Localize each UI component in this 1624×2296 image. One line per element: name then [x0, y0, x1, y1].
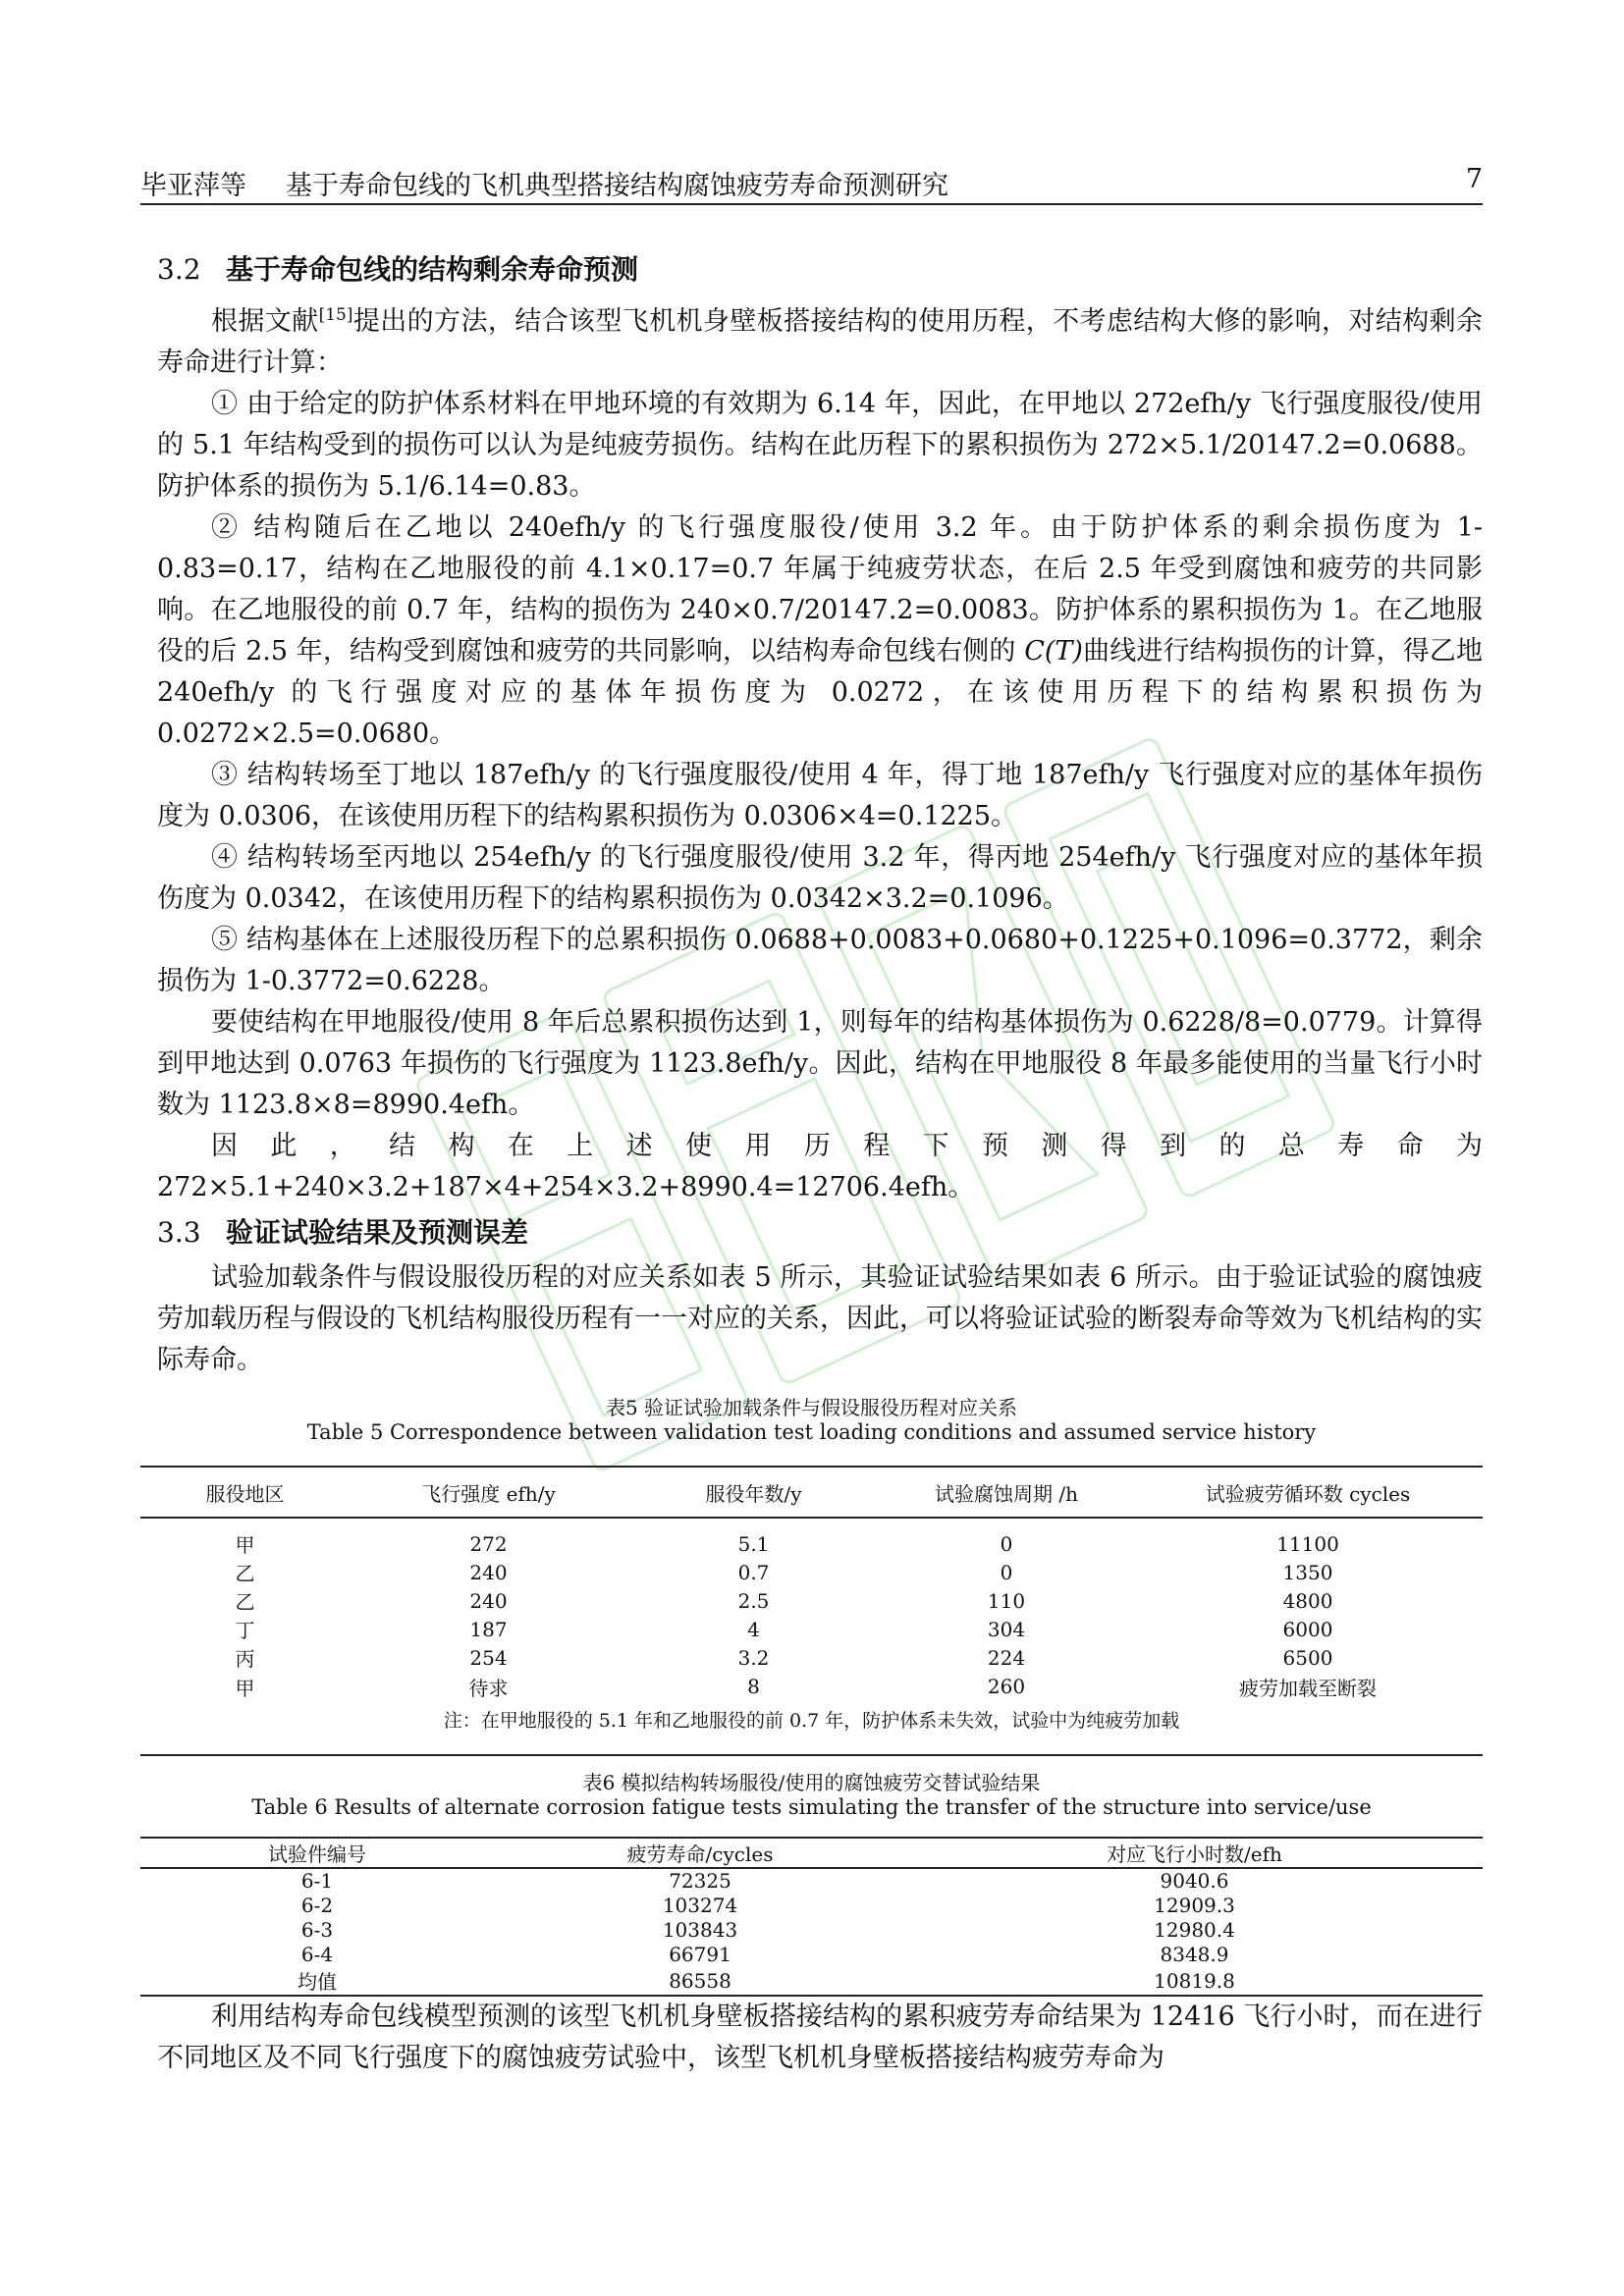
- table-cell: 6000: [1282, 1617, 1333, 1641]
- paragraph-damage-rate: 要使结构在甲地服役/使用 8 年后总累积损伤达到 1，则每年的结构基体损伤为 0.6228/8=0.0779。计算得到甲地达到 0.0763 年损伤的飞行强度为 1123.8efh/y。因此，结构在甲地服役 8 年最多能使用的当量飞行小时数为 1123.8×8=8990.4efh。: [157, 1007, 1483, 1120]
- table-cell: 260: [987, 1675, 1026, 1698]
- closing-block: [157, 1997, 1483, 2079]
- table-cell: 丙: [235, 1647, 255, 1671]
- paragraph-total-life: 因此，结构在上述使用历程下预测得到的总寿命为 272×5.1+240×3.2+187×4+254×3.2+8990.4=12706.4efh。: [157, 1131, 1483, 1202]
- header-authors: 毕亚萍等: [140, 171, 246, 201]
- table-cell: 240: [469, 1588, 508, 1613]
- table5-header-cell: 飞行强度 efh/y: [421, 1481, 556, 1506]
- paragraph-validation: 试验加载条件与假设服役历程的对应关系如表 5 所示，其验证试验结果如表 6 所示。由于验证试验的腐蚀疲劳加载历程与假设的飞机结构服役历程有一一对应的关系，因此，可以将验证试验的断裂寿命等效为飞机结构的实际寿命。: [157, 1262, 1483, 1375]
- table6-caption-en: Table 6 Results of alternate corrosion fatigue tests simulating the transfer of the structure into service/use: [251, 1795, 1372, 1819]
- table-cell: 甲: [235, 1533, 255, 1557]
- table-cell: 12909.3: [1154, 1893, 1235, 1917]
- table-cell: 8: [747, 1675, 760, 1698]
- table5: [140, 1466, 1483, 1701]
- table6-header-row: [140, 1838, 1483, 1868]
- paragraph-item-2: ② 结构随后在乙地以 240efh/y 的飞行强度服役/使用 3.2 年。由于防护体系的剩余损伤度为 1-0.83=0.17，结构在乙地服役的前 4.1×0.17=0.7 年属于纯疲劳状态，在后 2.5 年受到腐蚀和疲劳的共同影响。在乙地服役的前 0.7 年，结构的损伤为 240×0.7/20147.2=0.0083。防护体系的累积损伤为 1。在乙地服役的后 2.5 年，结构受到腐蚀和疲劳的共同影响，以结构寿命包线右侧的 C(T)曲线进行结构损伤的计算，得乙地 240efh/y 的飞行强度对应的基体年损伤度为 0.0272，在该使用历程下的结构累积损伤为 0.0272×2.5=0.0680。: [157, 512, 1484, 749]
- section-title: 基于寿命包线的结构剩余寿命预测: [226, 253, 639, 286]
- paragraph-item-1: ① 由于给定的防护体系材料在甲地环境的有效期为 6.14 年，因此，在甲地以 272efh/y 飞行强度服役/使用的 5.1 年结构受到的损伤可以认为是纯疲劳损伤。结构在此历程下的累积损伤为 272×5.1/20147.2=0.0688。防护体系的损伤为 5.1/6.14=0.83。: [157, 389, 1483, 502]
- table-row: [140, 1966, 1483, 1996]
- table5-caption: [140, 1392, 1483, 1444]
- table-cell: 224: [987, 1645, 1026, 1670]
- table-cell: 187: [469, 1617, 508, 1641]
- table-cell: 8348.9: [1160, 1942, 1229, 1966]
- table6-header-cell: 对应飞行小时数/efh: [1107, 1842, 1282, 1866]
- table-cell: 0.7: [737, 1560, 770, 1584]
- table-row: [140, 1868, 1483, 1893]
- table-cell: 1350: [1282, 1560, 1333, 1584]
- table-row: [140, 1917, 1483, 1942]
- ct-symbol: C(T): [1024, 636, 1083, 667]
- table5-caption-cn: 表5 验证试验加载条件与假设服役历程对应关系: [605, 1396, 1018, 1419]
- table-cell: 6-4: [300, 1942, 334, 1966]
- table-row: [140, 1586, 1483, 1615]
- table-cell: 6-2: [300, 1893, 334, 1917]
- table5-header-cell: 试验腐蚀周期 /h: [935, 1481, 1078, 1506]
- table5-note: 注：在甲地服役的 5.1 年和乙地服役的前 0.7 年，防护体系未失效，试验中为纯疲劳加载: [443, 1710, 1180, 1732]
- section-title: 验证试验结果及预测误差: [226, 1216, 529, 1249]
- table-cell: 110: [987, 1588, 1026, 1613]
- table6-header-cell: 疲劳寿命/cycles: [626, 1842, 774, 1866]
- table-cell: 2.5: [737, 1588, 770, 1613]
- table6-caption-cn: 表6 模拟结构转场服役/使用的腐蚀疲劳交替试验结果: [582, 1771, 1041, 1794]
- table-row: [140, 1672, 1483, 1701]
- table-divider: [140, 1754, 1483, 1756]
- table5-header-cell: 服役年数/y: [705, 1481, 802, 1506]
- header-title: 基于寿命包线的飞机典型搭接结构腐蚀疲劳寿命预测研究: [286, 171, 948, 201]
- table-cell: 254: [469, 1645, 508, 1670]
- table-cell: 均值: [298, 1970, 337, 1994]
- table-cell: 疲劳加载至断裂: [1239, 1676, 1377, 1700]
- table-row: [140, 1942, 1483, 1966]
- table-cell: 9040.6: [1160, 1869, 1229, 1893]
- table-cell: 乙: [235, 1562, 255, 1585]
- table-cell: 3.2: [737, 1645, 770, 1670]
- table-row: [140, 1558, 1483, 1586]
- table6-caption: [140, 1767, 1483, 1819]
- table-row: [140, 1893, 1483, 1917]
- table-cell: 272: [469, 1531, 508, 1556]
- section-3-2-heading: [157, 249, 1483, 291]
- table-cell: 11100: [1276, 1531, 1339, 1556]
- table-cell: 丁: [235, 1619, 255, 1642]
- table-cell: 5.1: [737, 1531, 770, 1556]
- body-text: [157, 245, 1483, 1381]
- running-header: [140, 160, 1483, 205]
- table-cell: 12980.4: [1154, 1917, 1235, 1942]
- table-row: [140, 1615, 1483, 1643]
- page-number: 7: [1465, 164, 1483, 194]
- table-cell: 4800: [1282, 1588, 1333, 1613]
- table-cell: 6-1: [300, 1869, 334, 1893]
- table-cell: 10819.8: [1154, 1968, 1235, 1993]
- section-number: 3.2: [157, 253, 201, 286]
- table5-header-row: [140, 1467, 1483, 1518]
- table-cell: 6-3: [300, 1917, 334, 1942]
- table-cell: 103843: [662, 1917, 738, 1942]
- paragraph-intro: 根据文献[15]提出的方法，结合该型飞机机身壁板搭接结构的使用历程，不考虑结构大修的影响，对结构剩余寿命进行计算：: [157, 305, 1484, 378]
- table-cell: 240: [469, 1560, 508, 1584]
- table-cell: 0: [1000, 1560, 1013, 1584]
- table-cell: 66791: [669, 1942, 731, 1966]
- table-cell: 乙: [235, 1590, 255, 1614]
- section-number: 3.3: [157, 1216, 201, 1249]
- citation-ref[interactable]: [15]: [318, 305, 353, 325]
- table-cell: 6500: [1282, 1645, 1333, 1670]
- paragraph-item-4: ④ 结构转场至丙地以 254efh/y 的飞行强度服役/使用 3.2 年，得丙地 254efh/y 飞行强度对应的基体年损伤度为 0.0342，在该使用历程下的结构累积损伤为 0.0342×3.2=0.1096。: [157, 842, 1483, 914]
- table6-header-cell: 试验件编号: [268, 1842, 366, 1866]
- section-3-3-heading: [157, 1212, 1483, 1254]
- table-cell: 72325: [669, 1869, 731, 1893]
- table-cell: 4: [747, 1617, 760, 1641]
- paragraph-item-5: ⑤ 结构基体在上述服役历程下的总累积损伤 0.0688+0.0083+0.0680+0.1225+0.1096=0.3772，剩余损伤为 1-0.3772=0.6228。: [157, 925, 1483, 996]
- table-cell: 103274: [662, 1893, 738, 1917]
- table-row: [140, 1529, 1483, 1558]
- table6: [140, 1837, 1483, 1997]
- table-cell: 待求: [468, 1676, 509, 1700]
- table-cell: 0: [1000, 1531, 1013, 1556]
- table5-header-cell: 服役地区: [205, 1481, 285, 1506]
- table-cell: 86558: [669, 1968, 731, 1993]
- table-row: [140, 1643, 1483, 1672]
- table5-header-cell: 试验疲劳循环数 cycles: [1205, 1481, 1411, 1506]
- table-cell: 甲: [235, 1676, 255, 1700]
- table-cell: 304: [987, 1617, 1026, 1641]
- paragraph-item-3: ③ 结构转场至丁地以 187efh/y 的飞行强度服役/使用 4 年，得丁地 187efh/y 飞行强度对应的基体年损伤度为 0.0306，在该使用历程下的结构累积损伤为 0.0306×4=0.1225。: [157, 760, 1483, 831]
- table5-caption-en: Table 5 Correspondence between validation test loading conditions and assumed service history: [306, 1420, 1317, 1444]
- paragraph-closing: 利用结构寿命包线模型预测的该型飞机机身壁板搭接结构的累积疲劳寿命结果为 12416 飞行小时，而在进行不同地区及不同飞行强度下的腐蚀疲劳试验中，该型飞机机身壁板搭接结构疲劳寿命为: [157, 2002, 1483, 2073]
